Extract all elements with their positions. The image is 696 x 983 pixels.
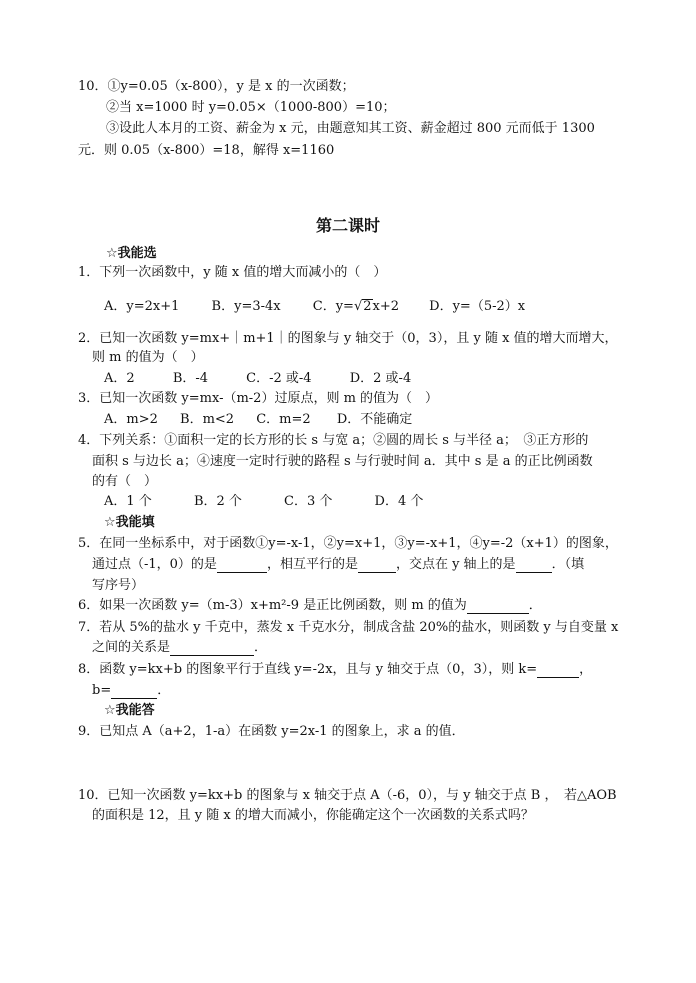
q2-option-a: A．2 (104, 371, 135, 386)
page-title: 第二课时 (315, 216, 380, 235)
q4-line-2: 面积 s 与边长 a；④速度一定时行驶的路程 s 与行驶时间 a．其中 s 是 a 的正比例函数 (92, 454, 593, 469)
q6-line (78, 598, 542, 614)
q8-text-end: ． (157, 683, 171, 698)
q4-option-c: C．3 个 (284, 494, 333, 509)
q2-options (104, 371, 439, 387)
q4-option-b: B．2 个 (193, 494, 242, 509)
q8-text: 8．函数 y=kx+b 的图象平行于直线 y=-2x，且与 y 轴交于点（0，3），则 k= (78, 662, 538, 677)
q3-option-d: D．不能确定 (336, 412, 413, 427)
prev-answer-line-3: ③设此人本月的工资、薪金为 x 元，由题意知其工资、薪金超过 800 元而低于 1300 (106, 121, 595, 136)
q1-options (104, 299, 553, 315)
q5-line-3: 写序号） (92, 578, 145, 593)
q5-line-2 (92, 557, 584, 573)
prev-answer-line-4: 元．则 0.05（x-800）=18，解得 x=1160 (78, 143, 335, 158)
q6-text: 6．如果一次函数 y=（m-3）x+m²-9 是正比例函数，则 m 的值为 (78, 598, 467, 613)
sqrt-sign-icon: √ (353, 299, 363, 314)
q4-option-a: A．1 个 (104, 494, 152, 509)
q3-options (104, 412, 440, 428)
q1-option-c-text: C．y= (312, 299, 354, 314)
q1-stem: 1．下列一次函数中，y 随 x 值的增大而减小的（ ） (78, 265, 387, 280)
q1-option-a: A．y=2x+1 (104, 299, 180, 314)
section-choose: ☆我能选 (106, 246, 157, 261)
q5-text-a: 通过点（-1，0）的是 (92, 557, 217, 572)
q8-text-b: b= (92, 683, 112, 698)
prev-answer-line-1: 10．①y=0.05（x-800），y 是 x 的一次函数； (78, 79, 355, 94)
q2-line-1: 2．已知一次函数 y=mx+｜m+1｜的图象与 y 轴交于（0，3），且 y 随 x 值的增大而增大， (78, 331, 618, 346)
q6-blank (467, 601, 529, 614)
q5-text-d: ．（填 (551, 557, 585, 572)
q7-blank (170, 643, 254, 656)
q8-text-sep: ， (579, 662, 593, 677)
q5-blank-3 (516, 560, 552, 573)
q3-option-c: C．m=2 (256, 412, 311, 427)
q6-text-end: ． (528, 598, 542, 613)
q9-stem: 9．已知点 A（a+2，1-a）在函数 y=2x-1 的图象上，求 a 的值． (78, 724, 465, 739)
q3-option-a: A．m>2 (104, 412, 158, 427)
section-answer: ☆我能答 (104, 703, 155, 718)
q4-line-1: 4．下列关系：①面积一定的长方形的长 s 与宽 a；②圆的周长 s 与半径 a； ③正方形的 (78, 433, 589, 448)
q1-option-b: B．y=3-4x (211, 299, 281, 314)
q4-options (104, 494, 451, 510)
prev-answer-line-2: ②当 x=1000 时 y=0.05×（1000-800）=10； (106, 100, 396, 115)
q2-option-d: D．2 或-4 (349, 371, 412, 386)
q8-blank-k (537, 665, 579, 678)
q8-blank-b (111, 686, 157, 699)
q3-stem: 3．已知一次函数 y=mx-（m-2）过原点，则 m 的值为（ ） (78, 391, 439, 406)
q5-line-1: 5．在同一坐标系中，对于函数①y=-x-1，②y=x+1，③y=-x+1，④y=-2（x+1）的图象， (78, 536, 618, 551)
q10-line-1: 10．已知一次函数 y=kx+b 的图象与 x 轴交于点 A（-6，0），与 y 轴交于点 B ， 若△AOB (78, 788, 617, 803)
q7-text: 之间的关系是 (92, 640, 171, 655)
q5-blank-2 (358, 560, 396, 573)
q5-text-c: ，交点在 y 轴上的是 (395, 557, 516, 572)
q7-text-end: ． (254, 640, 268, 655)
q5-blank-1 (217, 560, 267, 573)
q1-option-c (313, 299, 399, 315)
q8-line-2 (92, 683, 170, 699)
q7-line-1: 7．若从 5%的盐水 y 千克中，蒸发 x 千克水分，制成含盐 20%的盐水，则函数 y 与自变量 x (78, 620, 619, 635)
q1-option-d: D．y=（5-2）x (429, 299, 526, 314)
q3-option-b: B．m<2 (180, 412, 235, 427)
q5-text-b: ，相互平行的是 (266, 557, 358, 572)
q2-line-2: 则 m 的值为（ ） (92, 350, 204, 365)
q7-line-2 (92, 640, 267, 656)
q2-option-c: C．-2 或-4 (246, 371, 312, 386)
q10-line-2: 的面积是 12，且 y 随 x 的增大而减小，你能确定这个一次函数的关系式吗？ (92, 808, 534, 823)
q1-option-c-tail: x+2 (372, 299, 400, 314)
section-fill: ☆我能填 (104, 515, 155, 530)
q4-line-3: 的有（ ） (92, 474, 158, 489)
q1-radicand: 2 (363, 299, 372, 314)
q2-option-b: B．-4 (172, 371, 209, 386)
q8-line-1 (78, 662, 592, 678)
q4-option-d: D．4 个 (374, 494, 424, 509)
